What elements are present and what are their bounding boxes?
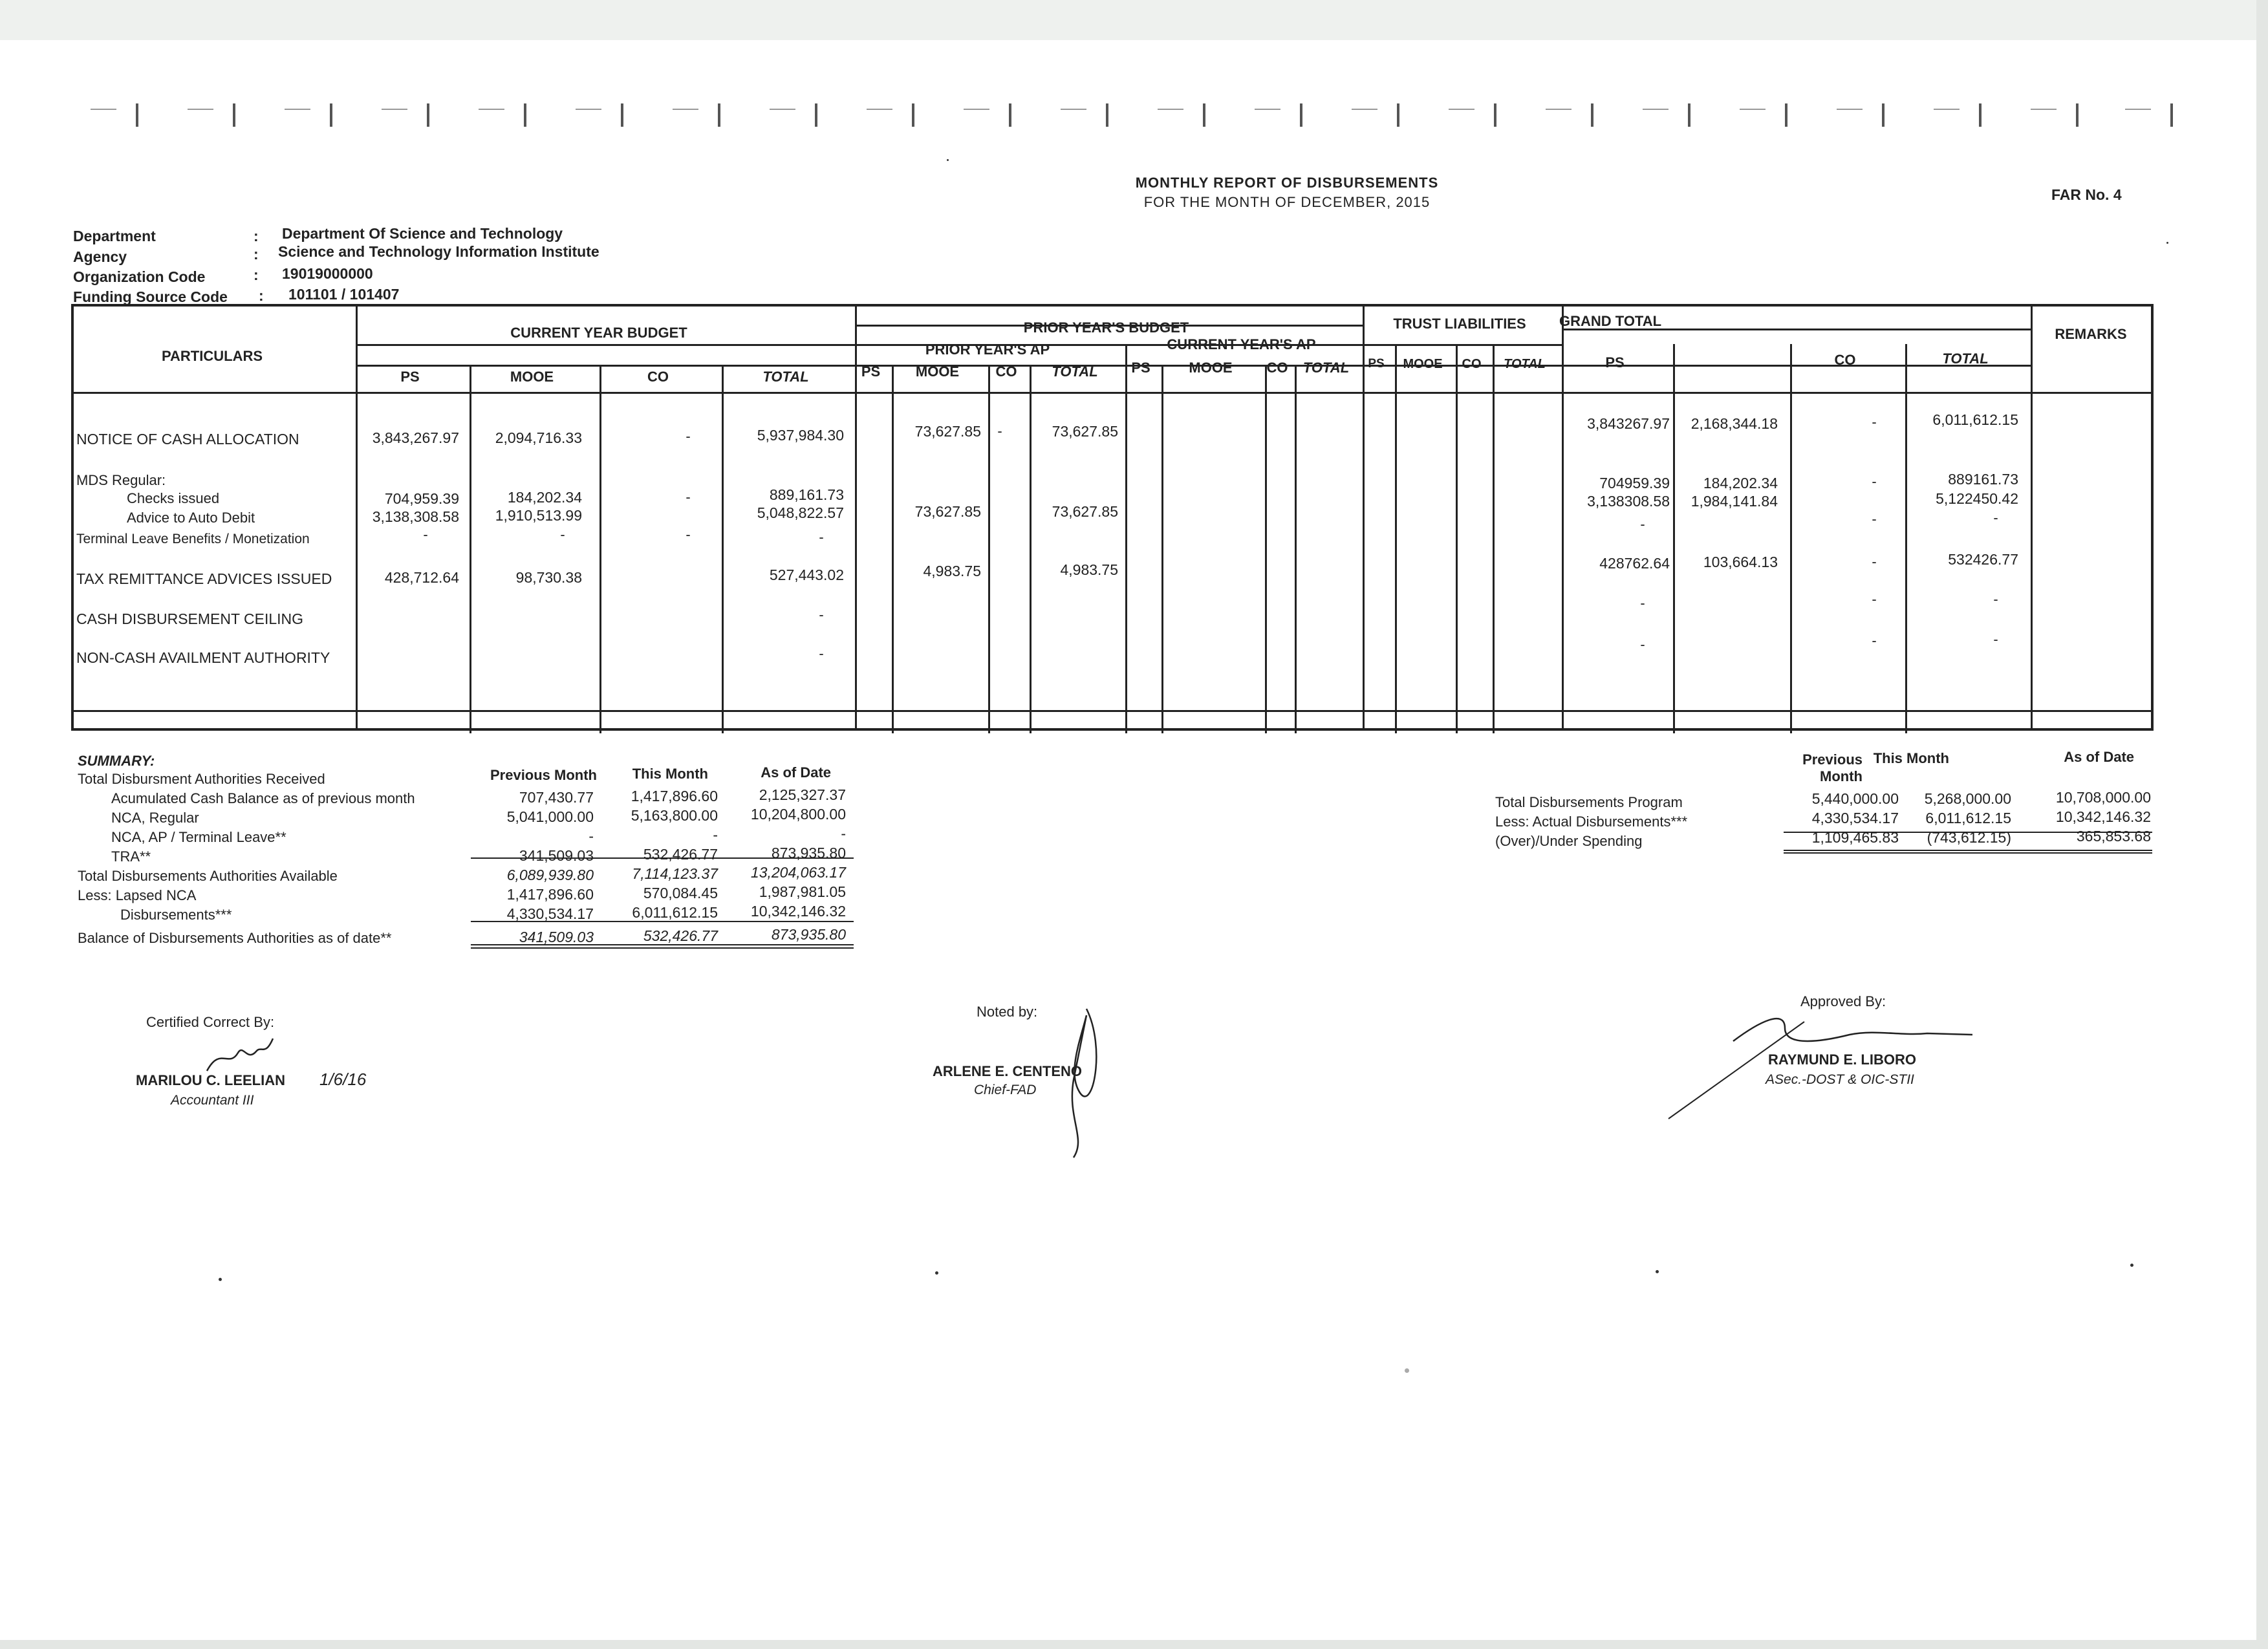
checks-gt-total: 889161.73 — [1948, 471, 2018, 488]
subheader-mooe: MOOE — [1403, 357, 1443, 371]
subheader-mooe: MOOE — [510, 369, 554, 385]
subheader-total: TOTAL — [1302, 360, 1350, 376]
ada-gt-ps: 3,138308.58 — [1587, 493, 1670, 510]
colon: : — [254, 266, 259, 283]
subheader-ps: PS — [1131, 360, 1150, 376]
subheader-co: CO — [1834, 352, 1856, 368]
nca-cy-mooe: 2,094,716.33 — [495, 429, 582, 446]
summary-this-month: 532,426.77 — [643, 846, 718, 863]
tra-gt-mooe: 103,664.13 — [1703, 554, 1778, 570]
header-particulars: PARTICULARS — [161, 348, 263, 364]
summary-col-as-of-date: As of Date — [761, 764, 831, 781]
perforation-mark — [330, 103, 332, 127]
department-value: Department Of Science and Technology — [282, 225, 563, 242]
perforation-mark — [1494, 103, 1496, 127]
cdc-gt-total: - — [1993, 591, 1998, 607]
ada-cy-mooe: 1,910,513.99 — [495, 507, 582, 524]
header-prior-years-budget: PRIOR YEAR'S BUDGET — [1023, 319, 1189, 336]
summary-row-label: NCA, Regular — [111, 810, 199, 826]
ada-gt-total: 5,122450.42 — [1936, 490, 2018, 507]
terminal-gt-ps: - — [1640, 516, 1645, 532]
summary-col-this-month: This Month — [632, 766, 708, 782]
colon: : — [254, 228, 259, 244]
cdc-gt-co: - — [1872, 591, 1877, 607]
header-prior-years-ap: PRIOR YEAR'S AP — [925, 341, 1050, 358]
perforation-dash — [1255, 109, 1280, 110]
row-label-tra: TAX REMITTANCE ADVICES ISSUED — [76, 570, 332, 587]
summary-prev-month: 341,509.03 — [519, 929, 594, 945]
summary-row-label: Less: Lapsed NCA — [78, 887, 197, 903]
noted-by-label: Noted by: — [977, 1004, 1038, 1020]
summary-this-month: 5,163,800.00 — [631, 807, 718, 824]
cdc-cy-total: - — [819, 607, 824, 623]
program-rule — [1784, 850, 2152, 851]
summary-rule — [471, 921, 854, 922]
perforation-mark — [815, 103, 817, 127]
nca-gt-total: 6,011,612.15 — [1932, 411, 2018, 428]
perforation-mark — [1688, 103, 1690, 127]
row-label-cdc: CASH DISBURSEMENT CEILING — [76, 610, 304, 627]
perforation-mark — [1300, 103, 1302, 127]
subheader-mooe: MOOE — [1189, 360, 1233, 376]
perforation-dash — [1837, 109, 1863, 110]
perforation-mark — [2076, 103, 2079, 127]
noted-name: ARLENE E. CENTENO — [933, 1063, 1083, 1079]
summary-row-label: Acumulated Cash Balance as of previous month — [111, 790, 415, 806]
summary-as-of-date: 2,125,327.37 — [759, 786, 846, 803]
perforation-dash — [576, 109, 601, 110]
summary-as-of-date: 873,935.80 — [771, 926, 846, 943]
summary-this-month: 1,417,896.60 — [631, 788, 718, 804]
terminal-cy-co: - — [686, 526, 691, 543]
program-prev-month: 4,330,534.17 — [1811, 810, 1899, 826]
row-label-nca: NOTICE OF CASH ALLOCATION — [76, 431, 299, 447]
perforation-dash — [1158, 109, 1183, 110]
tra-gt-total: 532426.77 — [1948, 551, 2018, 568]
program-as-of-date: 365,853.68 — [2076, 828, 2151, 845]
row-label-mds: MDS Regular: — [76, 472, 166, 488]
subheader-total: TOTAL — [762, 369, 809, 385]
subheader-co: CO — [995, 363, 1017, 380]
checks-cy-ps: 704,959.39 — [384, 490, 459, 507]
program-row-label: Total Disbursements Program — [1495, 794, 1683, 810]
row-label-terminal-leave: Terminal Leave Benefits / Monetization — [76, 532, 310, 546]
summary-as-of-date: 10,342,146.32 — [750, 903, 846, 920]
perforation-dash — [1449, 109, 1474, 110]
tra-cy-mooe: 98,730.38 — [515, 569, 582, 586]
tra-pap-mooe: 4,983.75 — [923, 563, 981, 579]
summary-rule — [471, 944, 854, 945]
tra-pap-total: 4,983.75 — [1060, 561, 1118, 578]
checks-gt-co: - — [1872, 473, 1877, 490]
summary-row-label: Disbursements*** — [120, 907, 232, 923]
header-current-year-budget: CURRENT YEAR BUDGET — [510, 325, 687, 341]
approved-by-label: Approved By: — [1800, 993, 1886, 1009]
org-code-label: Organization Code — [73, 268, 206, 285]
subheader-co: CO — [647, 369, 669, 385]
summary-as-of-date: 873,935.80 — [771, 845, 846, 861]
perforation-mark — [1397, 103, 1399, 127]
tra-gt-co: - — [1872, 554, 1877, 570]
terminal-cy-ps: - — [423, 526, 428, 543]
perforation-dash — [1934, 109, 1960, 110]
summary-prev-month: 6,089,939.80 — [506, 867, 594, 883]
form-number: FAR No. 4 — [2051, 186, 2122, 203]
program-as-of-date: 10,342,146.32 — [2055, 808, 2151, 825]
nca-cy-total: 5,937,984.30 — [757, 427, 844, 444]
ncaa-gt-total: - — [1993, 631, 1998, 647]
nca-gt-ps: 3,843267.97 — [1587, 415, 1670, 432]
summary-prev-month: - — [589, 828, 594, 845]
summary-prev-month: 5,041,000.00 — [506, 808, 594, 825]
summary-this-month: 6,011,612.15 — [632, 904, 718, 921]
perforation-mark — [2170, 103, 2173, 127]
ada-gt-mooe: 1,984,141.84 — [1690, 493, 1778, 510]
perforation-mark — [1106, 103, 1108, 127]
program-prev-month: 1,109,465.83 — [1811, 829, 1899, 846]
summary-row-label: TRA** — [111, 848, 151, 865]
certified-position: Accountant III — [171, 1093, 254, 1108]
perforation-dash — [1643, 109, 1669, 110]
nca-pap-co: - — [997, 423, 1002, 439]
perforation-mark — [427, 103, 429, 127]
perforation-dash — [1061, 109, 1086, 110]
certified-name: MARILOU C. LEELIAN — [136, 1072, 285, 1088]
checks-cy-mooe: 184,202.34 — [507, 489, 582, 506]
summary-this-month: 570,084.45 — [643, 885, 718, 901]
certified-date: 1/6/16 — [319, 1070, 367, 1089]
summary-rule — [471, 857, 854, 859]
colon: : — [259, 287, 264, 304]
header-trust-liabilities: TRUST LIABILITIES — [1393, 316, 1526, 332]
ada-pap-total: 73,627.85 — [1052, 503, 1118, 520]
funding-source-label: Funding Source Code — [73, 288, 228, 305]
perforation-dash — [1352, 109, 1377, 110]
ncaa-gt-ps: - — [1640, 636, 1645, 652]
terminal-cy-total: - — [819, 529, 824, 545]
header-remarks: REMARKS — [2055, 326, 2127, 342]
subheader-ps: PS — [1605, 354, 1625, 371]
nca-cy-co: - — [686, 428, 691, 444]
nca-gt-co: - — [1872, 414, 1877, 430]
program-col-this-month: This Month — [1873, 750, 1949, 766]
summary-title: SUMMARY: — [78, 753, 155, 769]
scan-bottom-edge — [0, 1640, 2268, 1649]
ada-cy-total: 5,048,822.57 — [757, 504, 844, 521]
summary-rule — [471, 947, 854, 949]
subheader-total: TOTAL — [1942, 350, 1989, 367]
checks-gt-mooe: 184,202.34 — [1703, 475, 1778, 491]
approved-position: ASec.-DOST & OIC-STII — [1766, 1072, 1914, 1087]
report-subtitle: FOR THE MONTH OF DECEMBER, 2015 — [1143, 194, 1431, 210]
subheader-ps: PS — [861, 363, 881, 380]
agency-value: Science and Technology Information Institute — [278, 243, 599, 260]
program-col-as-of-date: As of Date — [2064, 749, 2134, 765]
org-code-value: 19019000000 — [282, 265, 373, 282]
perforation-dash — [867, 109, 892, 110]
summary-prev-month: 4,330,534.17 — [506, 905, 594, 922]
program-col-previous-month: Previous Month — [1802, 751, 1863, 784]
tra-gt-ps: 428762.64 — [1599, 555, 1670, 572]
header-current-years-ap: CURRENT YEAR'S AP — [1167, 336, 1316, 352]
perforation-dash — [479, 109, 504, 110]
subheader-mooe: MOOE — [915, 363, 960, 380]
perforation-mark — [1882, 103, 1885, 127]
summary-this-month: - — [713, 826, 718, 843]
program-row-label: Less: Actual Disbursements*** — [1495, 814, 1688, 830]
program-rule — [1784, 852, 2152, 854]
tra-cy-ps: 428,712.64 — [384, 569, 459, 586]
department-label: Department — [73, 228, 156, 244]
perforation-mark — [136, 103, 138, 127]
checks-cy-co: - — [686, 489, 691, 505]
row-label-checks: Checks issued — [127, 490, 220, 506]
cdc-gt-ps: - — [1640, 595, 1645, 611]
subheader-co: CO — [1462, 357, 1482, 371]
perforation-dash — [770, 109, 795, 110]
summary-as-of-date: 10,204,800.00 — [750, 806, 846, 823]
colon: : — [254, 246, 259, 263]
row-label-ncaa: NON-CASH AVAILMENT AUTHORITY — [76, 649, 330, 666]
certified-correct-label: Certified Correct By: — [146, 1014, 275, 1030]
subheader-ps: PS — [1368, 357, 1385, 371]
summary-as-of-date: - — [841, 825, 846, 842]
summary-prev-month: 1,417,896.60 — [506, 886, 594, 903]
terminal-gt-total: - — [1993, 510, 1998, 526]
subheader-ps: PS — [400, 369, 420, 385]
summary-row-label: Total Disbursements Authorities Available — [78, 868, 338, 884]
program-rule — [1784, 832, 2152, 833]
perforation-dash — [188, 109, 213, 110]
nca-pap-total: 73,627.85 — [1052, 423, 1118, 440]
summary-prev-month: 707,430.77 — [519, 789, 594, 806]
nca-pap-mooe: 73,627.85 — [914, 423, 981, 440]
ada-cy-ps: 3,138,308.58 — [372, 508, 459, 525]
perforation-dash — [91, 109, 116, 110]
perforation-dash — [1546, 109, 1571, 110]
summary-col-previous-month: Previous Month — [490, 767, 597, 783]
row-label-ada: Advice to Auto Debit — [127, 510, 255, 526]
summary-as-of-date: 13,204,063.17 — [750, 864, 846, 881]
subheader-total: TOTAL — [1504, 357, 1546, 371]
funding-source-value: 101101 / 101407 — [288, 286, 400, 303]
ncaa-cy-total: - — [819, 645, 824, 662]
scan-right-edge — [2256, 0, 2268, 1649]
perforation-dash — [964, 109, 989, 110]
program-this-month: 5,268,000.00 — [1924, 790, 2011, 807]
summary-row-label: NCA, AP / Terminal Leave** — [111, 829, 286, 845]
perforation-dash — [382, 109, 407, 110]
summary-prev-month: 341,509.03 — [519, 847, 594, 864]
perforation-mark — [1009, 103, 1011, 127]
summary-row-label: Total Disbursment Authorities Received — [78, 771, 325, 787]
program-row-label: (Over)/Under Spending — [1495, 833, 1643, 849]
summary-as-of-date: 1,987,981.05 — [759, 883, 846, 900]
checks-gt-ps: 704959.39 — [1599, 475, 1670, 491]
perforation-mark — [1785, 103, 1787, 127]
report-title: MONTHLY REPORT OF DISBURSEMENTS — [1135, 175, 1439, 191]
program-prev-month: 5,440,000.00 — [1811, 790, 1899, 807]
tra-cy-total: 527,443.02 — [769, 566, 844, 583]
approved-name: RAYMUND E. LIBORO — [1768, 1051, 1916, 1068]
checks-cy-total: 889,161.73 — [769, 486, 844, 503]
header-grand-total: GRAND TOTAL — [1559, 313, 1662, 329]
program-this-month: 6,011,612.15 — [1925, 810, 2011, 826]
perforation-mark — [1591, 103, 1593, 127]
perforation-mark — [718, 103, 720, 127]
nca-cy-ps: 3,843,267.97 — [372, 429, 459, 446]
perforation-mark — [524, 103, 526, 127]
perforation-dash — [2125, 109, 2151, 110]
program-as-of-date: 10,708,000.00 — [2055, 789, 2151, 806]
terminal-gt-co: - — [1872, 511, 1877, 527]
scan-top-edge — [0, 0, 2268, 40]
ada-pap-mooe: 73,627.85 — [914, 503, 981, 520]
summary-this-month: 532,426.77 — [643, 927, 718, 944]
summary-row-label: Balance of Disbursements Authorities as of date** — [78, 930, 392, 946]
agency-label: Agency — [73, 248, 127, 265]
perforation-mark — [1203, 103, 1205, 127]
perforation-dash — [1740, 109, 1766, 110]
perforation-dash — [285, 109, 310, 110]
perforation-mark — [621, 103, 623, 127]
terminal-cy-mooe: - — [560, 526, 565, 543]
perforation-dash — [673, 109, 698, 110]
ncaa-gt-co: - — [1872, 632, 1877, 649]
program-this-month: (743,612.15) — [1927, 829, 2011, 846]
nca-gt-mooe: 2,168,344.18 — [1690, 415, 1778, 432]
perforation-mark — [912, 103, 914, 127]
subheader-total: TOTAL — [1052, 363, 1098, 380]
perforation-mark — [1979, 103, 1982, 127]
noted-position: Chief-FAD — [974, 1083, 1037, 1097]
perforation-dash — [2031, 109, 2057, 110]
perforation-mark — [233, 103, 235, 127]
summary-this-month: 7,114,123.37 — [632, 865, 718, 882]
subheader-co: CO — [1266, 360, 1288, 376]
